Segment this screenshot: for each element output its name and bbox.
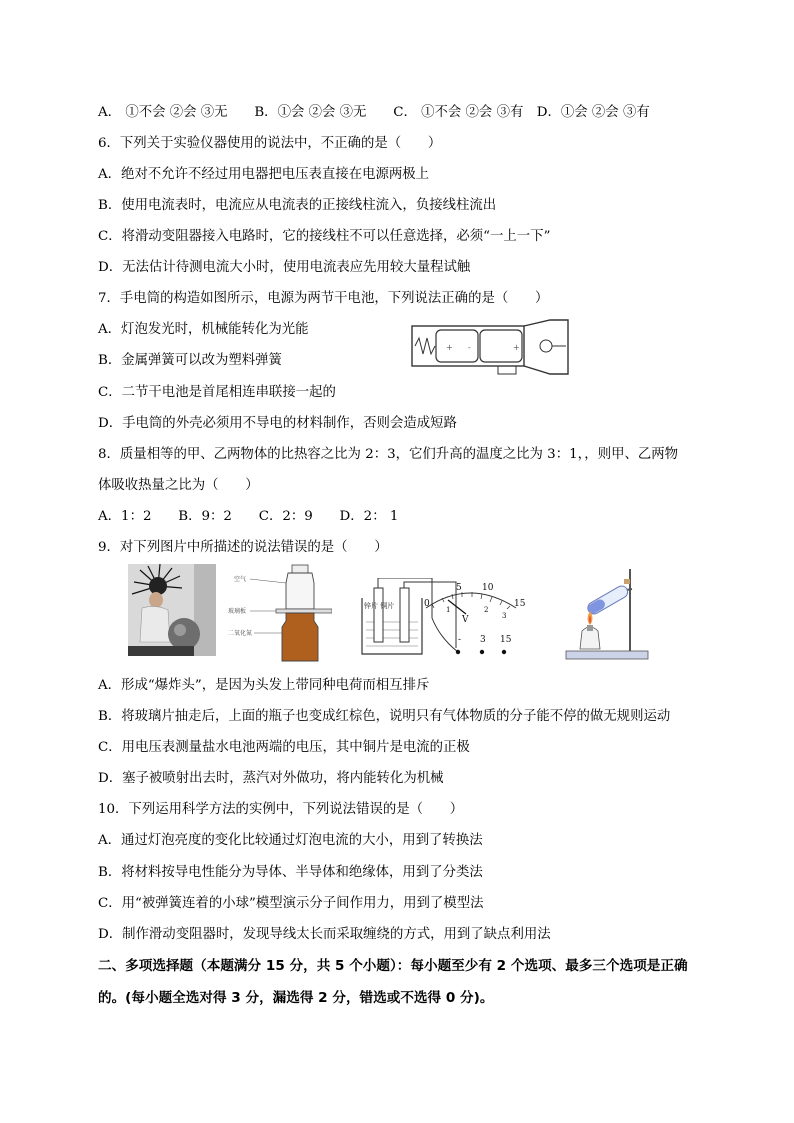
q7-option-d: D．手电筒的外壳必须用不导电的材料制作，否则会造成短路	[98, 416, 457, 431]
test-tube-figure	[560, 565, 652, 661]
inner-2: 2	[484, 606, 489, 614]
label-electrodes: 锌片 铜片	[364, 602, 395, 610]
q9-option-a: A．形成“爆炸头”，是因为头发上带同种电荷而相互排斥	[98, 678, 430, 693]
unit-v: V	[462, 615, 469, 625]
q9-option-d: D．塞子被喷射出去时，蒸汽对外做功，将内能转化为机械	[98, 771, 444, 786]
battery1-minus: -	[468, 343, 471, 352]
q10-option-a: A．通过灯泡亮度的变化比较通过灯泡电流的大小，用到了转换法	[98, 833, 483, 848]
battery1-plus: +	[446, 343, 453, 352]
q6-option-d: D．无法估计待测电流大小时，使用电流表应先用较大量程试触	[98, 260, 471, 275]
q10-option-b: B．将材料按导电性能分为导体、半导体和绝缘体，用到了分类法	[98, 865, 483, 880]
voltmeter-figure	[360, 578, 530, 660]
label-glass: 玻璃板	[228, 608, 247, 615]
q10-stem: 10．下列运用科学方法的实例中，下列说法错误的是（ ）	[98, 802, 464, 817]
q6-stem: 6．下列关于实验仪器使用的说法中，不正确的是（ ）	[98, 136, 442, 151]
terminal-3: 3	[480, 635, 486, 645]
tick-5: 5	[456, 583, 462, 593]
q5-options: A． ①不会 ②会 ③无 B．①会 ②会 ③无 C． ①不会 ②会 ③有 D．①会 ②会 ③有	[98, 105, 650, 120]
q9-option-b: B．将玻璃片抽走后，上面的瓶子也变成红棕色，说明只有气体物质的分子能不停的做无规则运动	[98, 709, 671, 724]
flashlight-figure	[410, 318, 572, 378]
terminal-minus: -	[458, 635, 462, 645]
label-no2: 二氧化氮	[228, 630, 253, 637]
q7-option-c: C．二节干电池是首尾相连串联接一起的	[98, 385, 336, 400]
tick-10: 10	[482, 583, 494, 593]
section-heading-line2: 的。(每小题全选对得 3 分，漏选得 2 分，错选或不选得 0 分)。	[98, 990, 494, 1006]
section-heading-line1: 二、多项选择题（本题满分 15 分，共 5 个小题）：每小题至少有 2 个选项、最多三个选项是正确	[98, 958, 688, 974]
tick-15: 15	[514, 599, 526, 609]
inner-1: 1	[446, 606, 451, 614]
q6-option-c: C．将滑动变阻器接入电路时，它的接线柱不可以任意选择，必须“一上一下”	[98, 229, 551, 244]
q6-option-a: A．绝对不允许不经过用电器把电压表直接在电源两极上	[98, 167, 430, 182]
q9-stem: 9．对下列图片中所描述的说法错误的是（ ）	[98, 540, 388, 555]
q7-option-a: A．灯泡发光时，机械能转化为光能	[98, 322, 309, 337]
q6-option-b: B．使用电流表时，电流应从电流表的正接线柱流入，负接线柱流出	[98, 198, 497, 213]
q7-stem: 7．手电筒的构造如图所示，电源为两节干电池，下列说法正确的是（ ）	[98, 291, 549, 306]
tick-0: 0	[424, 599, 430, 609]
terminal-15: 15	[500, 635, 512, 645]
q8-stem-line1: 8．质量相等的甲、乙两物体的比热容之比为 2：3，它们升高的温度之比为 3：1，，则甲、乙两物	[98, 447, 679, 462]
q10-option-d: D．制作滑动变阻器时，发现导线太长而采取缠绕的方式，用到了缺点利用法	[98, 927, 551, 942]
q8-options: A．1：2 B．9：2 C．2：9 D．2： 1	[98, 509, 399, 524]
q10-option-c: C．用“被弹簧连着的小球”模型演示分子间作用力，用到了模型法	[98, 896, 484, 911]
q9-option-c: C．用电压表测量盐水电池两端的电压，其中铜片是电流的正极	[98, 740, 470, 755]
q8-stem-line2: 体吸收热量之比为（ ）	[98, 478, 259, 493]
q7-option-b: B．金属弹簧可以改为塑料弹簧	[98, 353, 282, 368]
exploding-hair-photo	[128, 564, 216, 656]
gas-diffusion-figure	[228, 563, 332, 663]
battery2-plus: +	[513, 343, 520, 352]
inner-3: 3	[502, 612, 507, 620]
label-air: 空气	[234, 576, 247, 583]
